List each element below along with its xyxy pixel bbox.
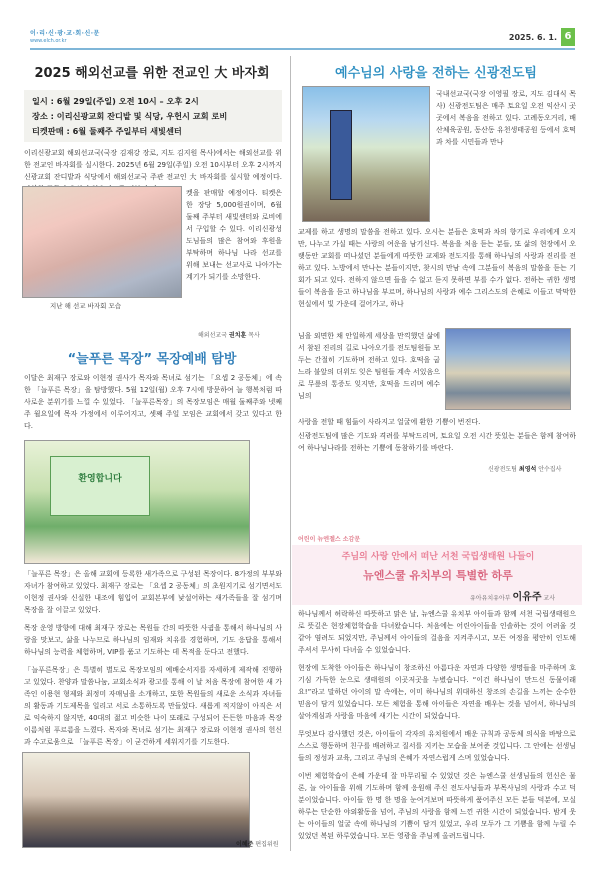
kids-title-line-2: 뉴엔스쿨 유치부의 특별한 하루 — [363, 569, 513, 582]
bazaar-signature — [198, 330, 260, 339]
mokjang-title: “늘푸른 목장” 목장예배 탐방 — [67, 352, 237, 367]
mokjang-paragraph-1: 이달은 최재구 장로와 이현정 권사가 목자와 목녀로 섬기는 「요셉 2 공동체」에 속한 「늘푸른 목장」을 탐방했다. 5월 12일(월) 오후 7시에 방문하여 늘 행복처럼 따사로운 분위기를 느낄 수 있었다. 「늘푸른목장」의 목장모임은 매월 둘째주와 넷째주 월요일에 목자 가정에서 이루어지고, 셋째 주일 모임은 교회에서 갖고 있다고 한다. — [24, 374, 282, 430]
kids-sig-org: 유아유치유아부 — [470, 595, 511, 602]
mokjang-signature — [236, 839, 279, 848]
bazaar-paragraph-2: 켓을 판매할 예정이다. 티켓은 한 장당 5,000원권이며, 6월 둘째 주부터 새빛센터와 로비에서 구입할 수 있다. 이리신광성도님들의 많은 참여와 후원을 부탁하며 하나님 나라 선교를 위해 보내는 선교사로 나아가는 계기가 되기를 소망한다. — [186, 189, 282, 281]
mokjang-sig-name: 이혜준 — [236, 841, 254, 848]
kids-paragraph-4: 이번 체험학습이 은혜 가운데 잘 마무리될 수 있었던 것은 뉴엔스쿨 선생님들의 헌신은 물론, 늘 아이들을 위해 기도하며 함께 응원해 주신 전도사님들과 부목사님의 사랑과 수고 덕분이었습니다. 아이들 한 명 한 명을 눈여겨보며 따뜻하게 품어주신 모든 분들 덕분에, 모실 하루는 단순한 야외활동을 넘어, 주님의 사랑을 함께 느낀 귀한 시간이 되었습니다. 밤게 웃는 아이들의 얼굴 속에 하나님의 기쁨이 담겨 있었고, 우리 모두가 그 기쁨을 함께 누릴 수 있었던 복된 하루였습니다. 모든 영광을 주님께 올려드립니다. — [298, 772, 576, 840]
mokjang-paragraph-2: 「늘푸른 목장」은 올해 교회에 등록한 새가족으로 구성된 목장이다. 8가정의 부부와 자녀가 참여하고 있었다. 최재구 장로는 「요셉 2 공동체」의 초원지기로 섬기면서도 이현정 권사와 신실한 내조에 힘입어 교회본부에 낯설어하는 새가족들을 잘 섬기며 목장을 잘 이끌고 있었다. — [24, 570, 282, 614]
bazaar-title: 2025 해외선교를 위한 전교인 大 바자회 — [34, 66, 270, 81]
evangelism-sig-role: 안수집사 — [538, 466, 562, 473]
kids-paragraph-1: 하나님께서 허락하신 따뜻하고 맑은 날, 뉴엔스쿨 유치부 아이들과 함께 서천 국립생태원으로 뜻깊은 현장체험학습을 다녀왔습니다. 처음에는 어린아이들을 인솔하는 것이 어려울 것 같아 염려도 되었지만, 주님께서 아이들의 걸음을 지켜주시고, 모든 여정을 평안히 인도해 주셔서 무사히 다녀올 수 있었습니다. — [298, 610, 576, 654]
kids-title-line-1: 주님의 사랑 안에서 떠난 서천 국립생태원 나들이 — [341, 552, 535, 562]
mokjang-paragraph-4: 「늘푸른목장」은 특별히 별도로 목장모임의 예배순서지를 자세하게 제작해 진행하고 있었다. 찬양과 말씀나눔, 교회소식과 광고를 통해 이 날 처음 목장에 참여한 새 가족인 이용현 형제와 최정미 자매님을 소개하고, 또한 목원들의 새로운 소식과 자녀들의 활동과 기도제목을 일리고 서로 소통하도록 만들었다. 새롭게 적지않이 아직은 서로 익숙하지 않지만, 40대의 젊고 비슷한 나이 또래로 구성되어 든든한 마음과 목장 이름처럼 푸르름을 느꼈다. 목자와 목녀로 섬기는 최재구 장로와 이현정 권사의 헌신과 수고로움으로 「늘푸른 목장」이 굳건하게 세워지기를 기도한다. — [24, 666, 282, 746]
masthead: 이·리·신·광·교·회·신·문 — [30, 30, 100, 37]
bazaar-info-box — [24, 90, 282, 142]
evangelism-paragraph-5: 신광전도팀에 많은 기도와 격려를 부탁드리며, 토요일 오전 시간 뜻있는 분들은 함께 참여하여 하나님나라를 전하는 기쁨에 동참하기를 바란다. — [298, 432, 576, 452]
kids-sig-name: 이유주 — [512, 592, 542, 603]
evangelism-paragraph-4: 사랑을 전할 때 힘듦이 사라지고 얼굴에 환한 기쁨이 번진다. — [298, 418, 481, 426]
mokjang-welcome-banner: 환영합니다 — [50, 456, 150, 516]
site-url: www.elch.or.kr — [30, 38, 67, 44]
bazaar-photo — [22, 186, 182, 298]
bazaar-info-place: 장소 : 이리신광교회 잔디밭 및 식당, 우헌시 교회 로비 — [32, 111, 228, 121]
mokjang-sig-role: 편집위원 — [255, 841, 279, 848]
evangelism-paragraph-3: 님을 외면한 채 안일하게 세상을 만끽했던 삶에서 참된 진리의 길로 나아오기를 전도팀원들 모두는 간절히 기도하며 전하고 있다. 호떡을 굽느라 불앞의 더위도 잊은 팀원들 계속 서있음으로 무릎의 통증도 잊지만, 호떡을 드리며 예수님의 — [298, 332, 440, 400]
bazaar-info-date: 일시 : 6월 29일(주일) 오전 10시 – 오후 2시 — [32, 96, 199, 106]
bazaar-photo-caption: 지난 해 선교 바자회 모습 — [50, 302, 122, 310]
mokjang-paragraph-3: 목장 운영 방향에 대해 최재구 장로는 목원들 간의 따뜻한 사귐을 통해서 하나님의 사랑을 맛보고, 삶을 나누므로 하나님의 임재와 치유를 경험하며, 기도 응답을 통해서 하나님의 능력을 체험하며, VIP를 품고 기도하는 데 목적을 둔다고 전했다. — [24, 624, 282, 656]
kids-paragraph-2: 현장에 도착한 아이들은 하나님이 창조하신 아름다운 자연과 다양한 생명들을 마주하며 호기심 가득한 눈으로 생태원의 이곳저곳을 누볐습니다. “이건 하나님이 만드신 동물이래요!”라고 말하던 아이의 말 속에는, 이미 하나님의 위대하신 창조의 손길을 느끼는 순수한 믿음이 담겨 있었습니다. 모든 체험을 통해 아이들은 자연을 배우는 것을 넘어서, 하나님의 살아계심과 사랑을 마음에 새기는 시간이 되었습니다. — [298, 664, 576, 720]
column-divider — [290, 56, 291, 851]
kids-sig-role: 교사 — [543, 595, 555, 602]
evangelism-paragraph-2: 교제를 하고 생명의 말씀을 전하고 있다. 오시는 분들은 호떡과 차의 향기로 우리에게 오지만, 나누고 가실 때는 사랑의 여운을 남기신다. 복음을 처음 듣는 분들, 또 삶의 현장에서 오랫동안 교회를 떠나셨던 분들에게 따뜻한 교제와 전도지를 통해 하나님의 사랑과 진리를 전하고 있다. 노방에서 만나는 분들이지만, 찾시의 만남 속에 그분들이 복음의 말씀을 듣는 기회가 되고 있다. 전하지 않으면 들을 수 없고 듣지 못하면 부를 수가 없다. 전하는 귀한 생명들이 복음을 듣고 하나님을 부르며, 하나님의 사랑과 예수 그리스도의 은혜로 이들고 막막한 현실에서 빛 가운데 걸어가고, 하나 — [298, 228, 576, 308]
evangelism-booth-photo — [445, 328, 571, 410]
evangelism-street-photo — [302, 86, 430, 222]
mokjang-side-space — [254, 440, 284, 564]
evangelism-signature — [488, 464, 561, 473]
kids-signature — [470, 588, 555, 603]
page-header — [30, 28, 575, 50]
evangelism-title: 예수님의 사랑을 전하는 신광전도팀 — [335, 66, 537, 81]
bazaar-sig-name: 권치훈 — [228, 332, 247, 339]
kids-section-tag: 어린이 뉴엔젤스 소감문 — [298, 536, 361, 543]
bazaar-paragraph-1: 이리신광교회 해외선교국(국장 김재강 장로, 지도 김지원 목사)에서는 해외선교를 위한 전교인 바자회를 실시한다. 2025년 6월 29일(주일) 오전 10시부터 오후 2시까지 신광교회 잔디밭과 식당에서 해외선교국 주관 전교인 大 바자회를 실시할 예정이다. — [24, 149, 282, 181]
evangelism-banner-sign — [330, 110, 352, 200]
evangelism-sig-name: 최영석 — [518, 466, 537, 473]
evangelism-sig-org: 신광전도팀 — [488, 466, 517, 473]
evangelism-paragraph-1: 국내선교국(국장 이영필 장로, 지도 김대식 목사) 신광전도팀은 매주 토요일 오전 익산시 곳곳에서 복음을 전하고 있다. 고례동오거리, 배산체육공원, 동산동 유천생태공원 등에서 호떡과 차를 시민들과 만나 — [436, 90, 576, 146]
issue-date: 2025. 6. 1. — [508, 33, 557, 42]
mokjang-group-photo — [22, 752, 250, 848]
bazaar-info-ticket: 티켓판매 : 6월 둘째주 주일부터 새빛센터 — [32, 126, 182, 136]
bazaar-sig-role: 목사 — [248, 332, 260, 339]
bazaar-sig-org: 해외선교국 — [198, 332, 227, 339]
page-number: 6 — [561, 28, 575, 46]
kids-paragraph-3: 무엇보다 감사했던 것은, 아이들이 각자의 유치원에서 배운 규칙과 공동체 의식을 바탕으로 스스로 행동하며 친구를 배려하고 질서를 지키는 모습을 보여준 것입니다. 그 안에는 선생님들의 정성과 교육, 그리고 주님의 은혜가 자연스럽게 스며 있었습니다. — [298, 730, 576, 762]
